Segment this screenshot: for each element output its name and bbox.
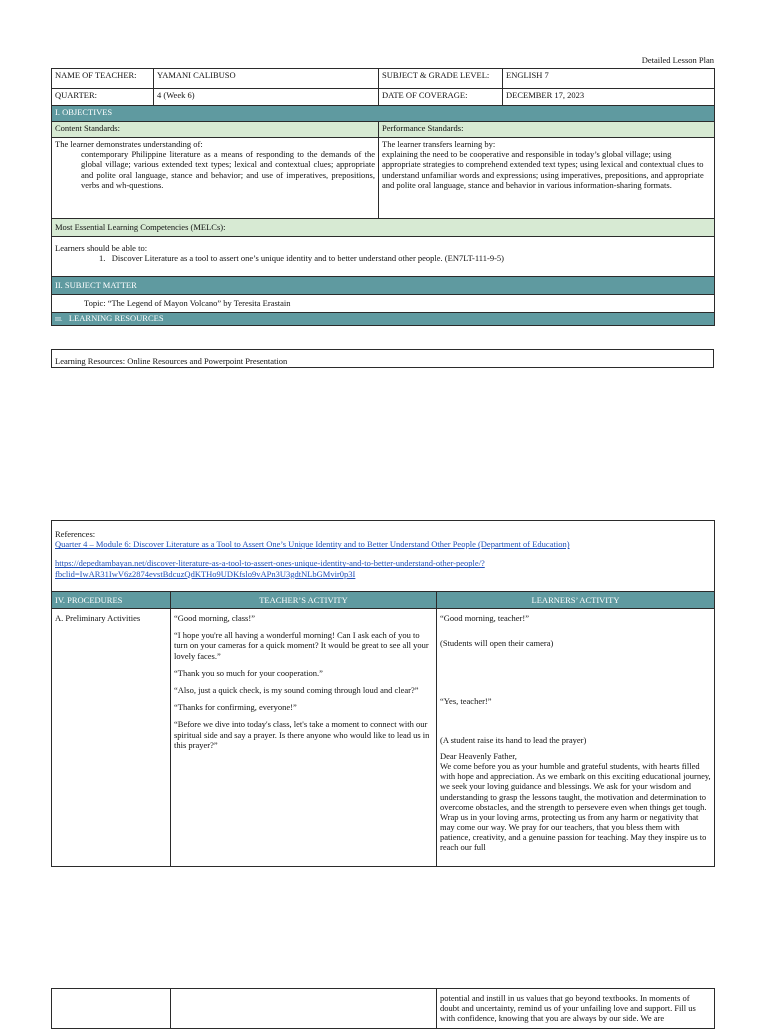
melc-item: [55, 253, 711, 263]
learning-resources-title: LEARNING RESOURCES: [68, 313, 164, 323]
learning-resources-cell: Learning Resources: Online Resources and Powerpoint Presentation: [52, 350, 714, 368]
teacher-line: “I hope you're all having a wonderful morning! Can I ask each of you to turn on your cameras for a quick moment? It would be great to see all your lovely faces.”: [174, 630, 429, 661]
preliminary-activities-label: A. Preliminary Activities: [52, 609, 171, 867]
references-label: References:: [55, 529, 96, 539]
teacher-line: “Also, just a quick check, is my sound coming through loud and clear?”: [174, 684, 419, 695]
learner-activity-header: LEARNERS’ ACTIVITY: [437, 592, 715, 609]
procedures-heading: IV. PROCEDURES: [52, 592, 171, 609]
prayer-continuation: potential and instill in us values that go beyond textbooks. In moments of doubt and uncertainty, remind us of your unfailing love and support. Fill us with confidence, knowing that you are always by our side. We are: [440, 993, 696, 1024]
teacher-label: NAME OF TEACHER:: [52, 69, 154, 89]
date-label: DATE OF COVERAGE:: [379, 89, 503, 106]
prayer-text: We come before you as your humble and grateful students, with hearts filled with hope and appreciation. As we embark on this exciting educational journey, we seek your loving guidance and blessings. We ask for your wisdom and understanding to grasp the lessons taught, the motivation and determination to overcome obstacles, and the strength to persevere even when things get tough. Wrap us in your loving arms, protecting us from any harm or negativity that may come our way. We pray for our teachers, that you bless them with patience, creativity, and a genuine passion for teaching. May they inspire us to reach our full: [440, 760, 711, 853]
learning-resources-heading: [52, 313, 715, 326]
continuation-learner-cell: [437, 989, 715, 1029]
topic-cell: [52, 295, 715, 313]
subject-label: SUBJECT & GRADE LEVEL:: [379, 69, 503, 89]
document-type-label: Detailed Lesson Plan: [641, 55, 714, 65]
performance-standards-intro: The learner transfers learning by:: [382, 139, 496, 149]
continuation-label-cell: [52, 989, 171, 1029]
content-standards-cell: [52, 138, 379, 219]
topic-text: Topic: “The Legend of Mayon Volcano” by Teresita Erastain: [84, 298, 291, 309]
lesson-info-table: [51, 68, 715, 326]
objectives-heading: I. OBJECTIVES: [52, 106, 715, 122]
melc-label: Most Essential Learning Competencies (MELCs):: [52, 219, 715, 237]
teacher-line: “Good morning, class!”: [174, 613, 255, 623]
continuation-teacher-cell: [171, 989, 437, 1029]
teacher-activity-header: TEACHER’S ACTIVITY: [171, 592, 437, 609]
melc-cell: [52, 237, 715, 277]
reference-link-module[interactable]: Quarter 4 – Module 6: Discover Literature as a Tool to Assert One’s Unique Identity and to Better Understand Other People (Department of Education): [55, 539, 570, 550]
teacher-line: “Thank you so much for your cooperation.”: [174, 667, 323, 678]
learning-resources-number: III.: [55, 317, 63, 323]
performance-standards-label: Performance Standards:: [379, 122, 715, 138]
learner-line: “Good morning, teacher!”: [440, 613, 529, 623]
subject-matter-heading: II. SUBJECT MATTER: [52, 277, 715, 295]
references-procedures-table: [51, 520, 715, 867]
content-standards-intro: The learner demonstrates understanding of:: [55, 139, 203, 149]
quarter-value: 4 (Week 6): [154, 89, 379, 106]
melc-item-number: 1.: [99, 253, 106, 264]
reference-link-url-line1[interactable]: https://depedtambayan.net/discover-literature-as-a-tool-to-assert-ones-unique-identity-and-to-better-understand-other-people/?: [55, 558, 485, 569]
learner-line: “Yes, teacher!”: [440, 696, 492, 707]
performance-standards-cell: [379, 138, 715, 219]
procedures-continuation-table: [51, 988, 715, 1029]
learner-line: (A student raise its hand to lead the prayer): [440, 734, 587, 745]
subject-value: ENGLISH 7: [503, 69, 715, 89]
learning-resources-table: [51, 349, 714, 368]
teacher-value: YAMANI CALIBUSO: [154, 69, 379, 89]
learner-line: (Students will open their camera): [440, 638, 554, 649]
references-cell: [52, 521, 715, 592]
content-standards-text: contemporary Philippine literature as a means of responding to the demands of the global village; various extended text types; lexical and contextual clues; appropriate and polite oral language, stance and behavior; and use of imperatives, prepositions, verbs and wh-questions.: [81, 149, 375, 190]
date-value: DECEMBER 17, 2023: [503, 89, 715, 106]
melc-intro: Learners should be able to:: [55, 243, 148, 253]
performance-standards-text: explaining the need to be cooperative and responsible in today’s global village; using appropriate strategies to comprehend extended text types; using lexical and contextual clues to understand unfamiliar words and expressions; using imperatives, prepositions, and appropriate and polite oral language, stance and behavior in various information-sharing formats.: [382, 149, 704, 190]
teacher-line: “Before we dive into today's class, let's take a moment to connect with our spiritual side and say a prayer. Is there anyone who would like to lead us in this prayer?”: [174, 719, 430, 750]
prayer-opening: Dear Heavenly Father,: [440, 750, 517, 761]
teacher-line: “Thanks for confirming, everyone!”: [174, 702, 297, 713]
reference-link-url-line2[interactable]: fbclid=IwAR31IwV6z2874evstBdcuzQdKTHo9UDKfslo9vAPn3U3gdtNLbGMvir0p3I: [55, 568, 356, 579]
learner-activity-cell: [437, 609, 715, 867]
melc-item-text: Discover Literature as a tool to assert one’s unique identity and to better understand other people. (EN7LT-111-9-5): [111, 253, 504, 264]
teacher-activity-cell: [171, 609, 437, 867]
content-standards-label: Content Standards:: [52, 122, 379, 138]
quarter-label: QUARTER:: [52, 89, 154, 106]
